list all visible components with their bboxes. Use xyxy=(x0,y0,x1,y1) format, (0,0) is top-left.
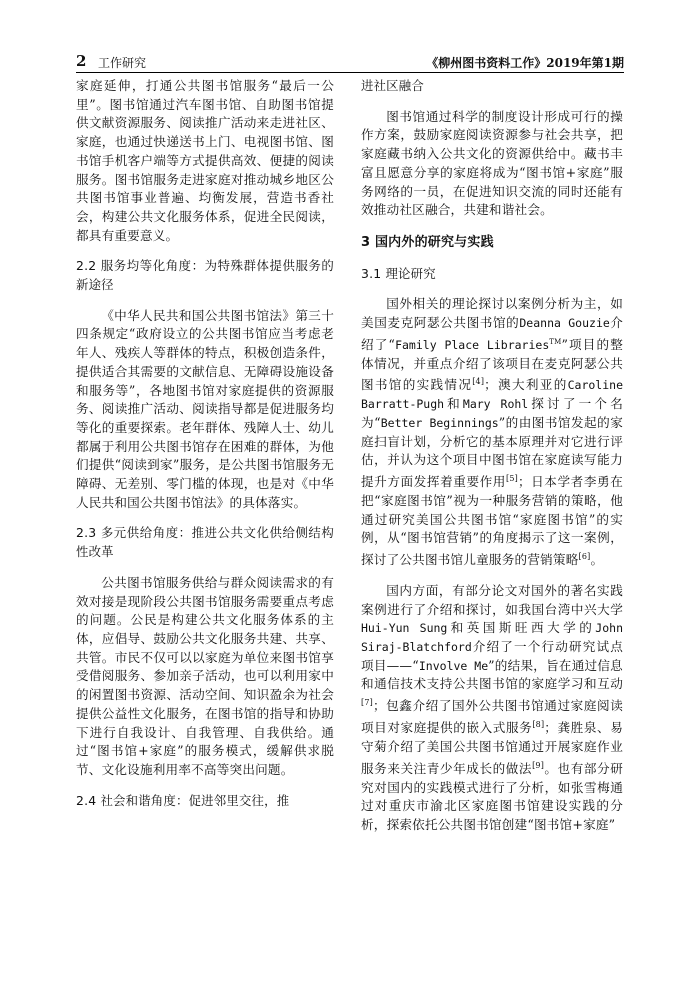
journal-title: 《柳州图书资料工作》2019年第1期 xyxy=(426,56,624,70)
citation-ref: [6] xyxy=(578,552,591,562)
heading-2-3: 2.3 多元供给角度：推进公共文化供给侧结构性改革 xyxy=(76,525,334,560)
heading-2-2: 2.2 服务均等化角度：为特殊群体提供服务的新途径 xyxy=(76,258,334,293)
right-column xyxy=(361,77,623,835)
section-label: 工作研究 xyxy=(98,56,147,70)
citation-ref: [4] xyxy=(472,377,485,387)
citation-ref: [8] xyxy=(532,720,545,730)
heading-2-4-continued: 进社区融合 xyxy=(361,78,424,93)
heading-3: 3 国内外的研究与实践 xyxy=(361,234,494,250)
heading-2-4: 2.4 社会和谐角度：促进邻里交往，推 xyxy=(76,792,290,808)
page-number: 2 xyxy=(76,52,87,70)
running-header xyxy=(76,52,624,72)
paragraph-continued: 家庭延伸，打通公共图书馆服务“最后一公里”。图书馆通过汽车图书馆、自助图书馆提供文献资源服务、阅读推广活动来走进社区、家庭，也通过快递送书上门、电视图书馆、图书馆手机客户端等方式提供高效、便捷的阅读服务。图书馆服务走进家庭对推动城乡地区公共图书馆事业普遍、均衡发展，营造书香社会，构建公共文化服务体系，促进全民阅读，都具有重要意义。 xyxy=(76,78,334,243)
citation-ref: [7] xyxy=(361,698,373,708)
header-rule xyxy=(76,72,624,73)
paragraph-2-2: 《中华人民共和国公共图书馆法》第三十四条规定“政府设立的公共图书馆应当考虑老年人、残疾人等群体的特点，积极创造条件，提供适合其需要的文献信息、无障碍设施设备和服务等”，各地图书馆对家庭提供的资源服务、阅读推广活动、阅读指导都是促进服务均等化的重要探索。老年群体、残障人士、幼儿都属于利用公共图书馆存在困难的群体，为他们提供“阅读到家”服务，是公共图书馆服务无障碍、无差别、零门槛的体现，也是对《中华人民共和国公共图书馆法》的具体落实。 xyxy=(76,307,334,510)
citation-ref: [9] xyxy=(532,760,545,770)
paragraph-3-1-foreign: 国外相关的理论探讨以案例分析为主，如美国麦克阿瑟公共图书馆的Deanna Gouzie介绍了“Family Place Libraries™”项目的整体情况，并重点介绍了该项目在麦克阿瑟公共图书馆的实践情况[4]；澳大利亚的Caroline Barratt-Pugh和Mary Rohl探讨了一个名为“Better Beginnings”的由图书馆发起的家庭扫盲计划，分析它的基本原理并对它进行评估，并认为这个项目中图书馆在家庭读写能力提升方面发挥着重要作用[5]；日本学者李勇在把“家庭图书馆”视为一种服务营销的策略，他通过研究美国公共图书馆“家庭图书馆”的实例，从“图书馆营销”的角度揭示了这一案例，探讨了公共图书馆儿童服务的营销策略[6]。 xyxy=(361,296,624,568)
paragraph-2-3: 公共图书馆服务供给与群众阅读需求的有效对接是现阶段公共图书馆服务需要重点考虑的问题。公民是构建公共文化服务体系的主体，应倡导、鼓励公共文化服务共建、共享、共管。市民不仅可以以家庭为单位来图书馆享受借阅服务、参加亲子活动，也可以利用家中的闲置图书资源、活动空间、知识盈余为社会提供公益性文化服务，在图书馆的指导和协助下进行自我设计、自我管理、自我供给。通过“图书馆+家庭”的服务模式，缓解供求脱节、文化设施利用率不高等突出问题。 xyxy=(76,574,334,777)
heading-3-1: 3.1 理论研究 xyxy=(361,265,436,281)
paragraph-2-4: 图书馆通过科学的制度设计形成可行的操作方案，鼓励家庭阅读资源参与社会共享，把家庭藏书纳入公共文化的资源供给中。藏书丰富且愿意分享的家庭将成为“图书馆+家庭”服务网络的一员，在促进知识交流的同时还能有效推动社区融合，共建和谐社会。 xyxy=(361,108,623,218)
trademark-mark: TM xyxy=(549,337,562,346)
citation-ref: [5] xyxy=(506,474,518,484)
paragraph-3-1-domestic: 国内方面，有部分论文对国外的著名实践案例进行了介绍和探讨，如我国台湾中兴大学Hui-Yun Sung和英国斯旺西大学的John Siraj-Blatchford介绍了一个行动研究试点项目——“Involve Me”的结果，旨在通过信息和通信技术支持公共图书馆的家庭学习和互动[7]；包鑫介绍了国外公共图书馆通过家庭阅读项目对家庭提供的嵌入式服务[8]；龚胜泉、易守菊介绍了美国公共图书馆通过开展家庭作业服务来关注青少年成长的做法[9]。也有部分研究对国内的实践模式进行了分析，如张雪梅通过对重庆市渝北区家庭图书馆建设实践的分析，探索依托公共图书馆创建“图书馆+家庭” xyxy=(361,582,623,832)
left-column xyxy=(76,77,334,810)
